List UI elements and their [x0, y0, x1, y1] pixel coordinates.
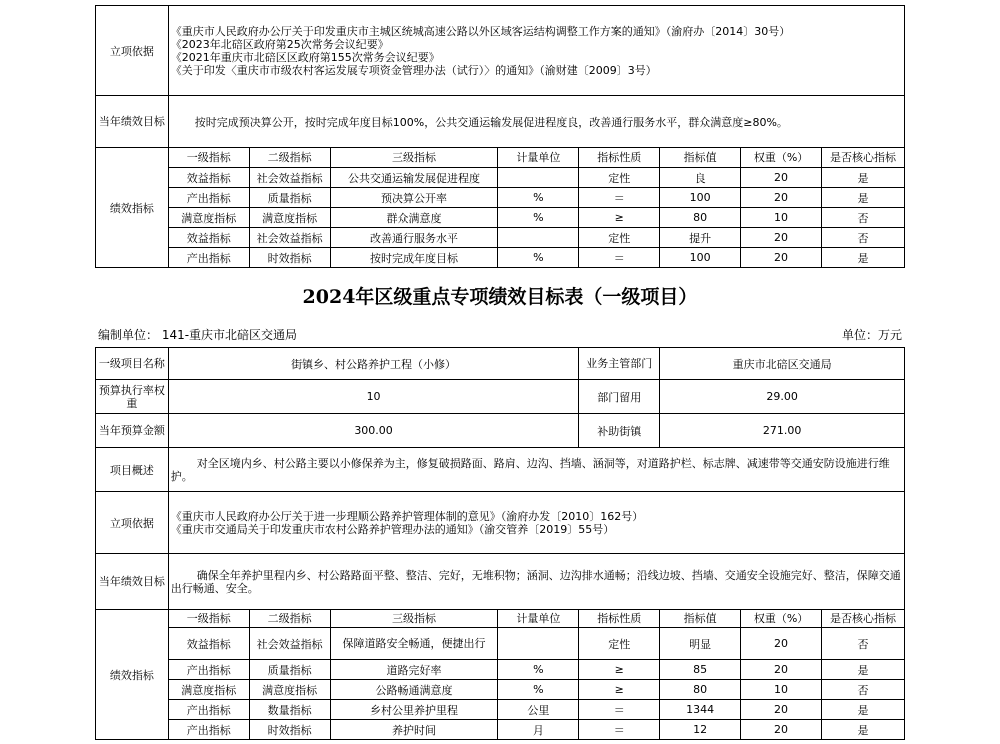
cell: 80 — [660, 208, 741, 228]
budget-weight: 10 — [168, 380, 579, 414]
cell: 20 — [741, 720, 822, 740]
basis-text — [168, 492, 904, 554]
cell: 质量指标 — [249, 188, 330, 208]
header-cell: 权重（%） — [741, 610, 822, 628]
indicators-label: 绩效指标 — [96, 610, 169, 740]
top-table — [95, 5, 905, 268]
cell: 20 — [741, 700, 822, 720]
cell: 否 — [822, 228, 905, 248]
header-cell: 二级指标 — [249, 148, 330, 168]
header-cell: 权重（%） — [741, 148, 822, 168]
cell: 产出指标 — [168, 660, 249, 680]
compile-unit: 编制单位： 141-重庆市北碚区交通局 — [98, 328, 298, 342]
header-cell: 是否核心指标 — [822, 148, 905, 168]
cell: 效益指标 — [168, 628, 249, 660]
cell: 20 — [741, 228, 822, 248]
cell: 满意度指标 — [249, 680, 330, 700]
cell: 公共交通运输发展促进程度 — [330, 168, 498, 188]
top-basis-line: 《关于印发〈重庆市市级农村客运发展专项资金管理办法（试行）〉的通知》（渝财建〔2009〕3号） — [170, 63, 657, 77]
table-row — [96, 680, 905, 700]
cell: 12 — [660, 720, 741, 740]
retained-value: 29.00 — [660, 380, 905, 414]
dept-label: 业务主管部门 — [579, 348, 660, 380]
cell: 否 — [822, 680, 905, 700]
cell: ＝ — [579, 248, 660, 268]
cell: 是 — [822, 168, 905, 188]
page-title: 2024年区级重点专项绩效目标表（一级项目） — [302, 286, 698, 308]
cell: 质量指标 — [249, 660, 330, 680]
retained-label: 部门留用 — [579, 380, 660, 414]
header-cell: 二级指标 — [249, 610, 330, 628]
cell: ≥ — [579, 680, 660, 700]
cell: 月 — [498, 720, 579, 740]
cell: 是 — [822, 660, 905, 680]
top-goal-label: 当年绩效目标 — [96, 96, 169, 148]
cell: 100 — [660, 188, 741, 208]
cell: % — [498, 680, 579, 700]
basis-line: 《重庆市交通局关于印发重庆市农村公路养护管理办法的通知》（渝交管养〔2019〕55号） — [170, 522, 615, 536]
project-name: 街镇乡、村公路养护工程（小修） — [168, 348, 579, 380]
basis-line: 《重庆市人民政府办公厅关于进一步理顺公路养护管理体制的意见》（渝府办发〔2010〕162号） — [170, 509, 644, 523]
header-cell: 是否核心指标 — [822, 610, 905, 628]
header-cell: 一级指标 — [168, 148, 249, 168]
subsidy-label: 补助街镇 — [579, 414, 660, 448]
table-row — [96, 660, 905, 680]
cell: 明显 — [660, 628, 741, 660]
cell: % — [498, 208, 579, 228]
budget-value: 300.00 — [168, 414, 579, 448]
top-basis-line: 《重庆市人民政府办公厅关于印发重庆市主城区统城高速公路以外区域客运结构调整工作方案的通知》（渝府办〔2014〕30号） — [170, 24, 791, 38]
cell: 80 — [660, 680, 741, 700]
cell: 20 — [741, 188, 822, 208]
cell — [498, 228, 579, 248]
cell: 否 — [822, 628, 905, 660]
cell: 20 — [741, 248, 822, 268]
cell: 良 — [660, 168, 741, 188]
cell: 保障道路安全畅通，便捷出行 — [330, 628, 498, 660]
cell: 10 — [741, 208, 822, 228]
cell: 产出指标 — [168, 188, 249, 208]
top-goal-text: 按时完成预决算公开，按时完成年度目标100%，公共交通运输发展促进程度良，改善通行服务水平，群众满意度≥80%。 — [168, 96, 904, 148]
cell: 满意度指标 — [249, 208, 330, 228]
goal-text: 确保全年养护里程内乡、村公路路面平整、整洁、完好，无堆积物；涵洞、边沟排水通畅；沿线边坡、挡墙、交通安全设施完好、整洁，保障交通出行畅通、安全。 — [168, 554, 904, 610]
cell: 时效指标 — [249, 248, 330, 268]
budget-weight-label: 预算执行率权重 — [96, 380, 169, 414]
table-row — [96, 628, 905, 660]
overview-label: 项目概述 — [96, 448, 169, 492]
header-cell: 计量单位 — [498, 148, 579, 168]
table-row — [96, 720, 905, 740]
goal-label: 当年绩效目标 — [96, 554, 169, 610]
table-row — [96, 208, 905, 228]
cell: 社会效益指标 — [249, 228, 330, 248]
cell: 定性 — [579, 628, 660, 660]
cell: % — [498, 188, 579, 208]
cell: 85 — [660, 660, 741, 680]
top-indicators-label: 绩效指标 — [96, 148, 169, 268]
header-cell: 指标值 — [660, 610, 741, 628]
cell: 提升 — [660, 228, 741, 248]
budget-label: 当年预算金额 — [96, 414, 169, 448]
cell: 定性 — [579, 168, 660, 188]
cell: ＝ — [579, 720, 660, 740]
cell: 10 — [741, 680, 822, 700]
cell: % — [498, 248, 579, 268]
cell: 是 — [822, 188, 905, 208]
header-cell: 一级指标 — [168, 610, 249, 628]
cell: 效益指标 — [168, 168, 249, 188]
cell: 时效指标 — [249, 720, 330, 740]
cell: 数量指标 — [249, 700, 330, 720]
cell: ≥ — [579, 208, 660, 228]
cell: 养护时间 — [330, 720, 498, 740]
cell: 否 — [822, 208, 905, 228]
bottom-table — [95, 347, 905, 740]
dept-value: 重庆市北碚区交通局 — [660, 348, 905, 380]
cell: 群众满意度 — [330, 208, 498, 228]
project-name-label: 一级项目名称 — [96, 348, 169, 380]
cell: % — [498, 660, 579, 680]
cell: 公里 — [498, 700, 579, 720]
cell: 预决算公开率 — [330, 188, 498, 208]
cell: ＝ — [579, 700, 660, 720]
table-row — [96, 168, 905, 188]
cell — [498, 628, 579, 660]
cell: 公路畅通满意度 — [330, 680, 498, 700]
header-cell: 三级指标 — [330, 610, 498, 628]
cell: 产出指标 — [168, 700, 249, 720]
header-cell: 指标性质 — [579, 610, 660, 628]
table-row — [96, 188, 905, 208]
header-cell: 指标值 — [660, 148, 741, 168]
currency-unit: 单位：万元 — [841, 328, 902, 342]
cell: 社会效益指标 — [249, 168, 330, 188]
cell: 产出指标 — [168, 720, 249, 740]
cell: 道路完好率 — [330, 660, 498, 680]
table-row — [96, 700, 905, 720]
table-row — [96, 248, 905, 268]
cell: 效益指标 — [168, 228, 249, 248]
cell: 是 — [822, 720, 905, 740]
cell: 1344 — [660, 700, 741, 720]
top-basis-line: 《2023年北碚区政府第25次常务会议纪要》 — [170, 37, 389, 51]
cell: 是 — [822, 248, 905, 268]
cell — [498, 168, 579, 188]
cell: 100 — [660, 248, 741, 268]
top-basis-line: 《2021年重庆市北碚区区政府第155次常务会议纪要》 — [170, 50, 440, 64]
cell: 20 — [741, 660, 822, 680]
top-basis-label: 立项依据 — [96, 6, 169, 96]
cell: 满意度指标 — [168, 208, 249, 228]
header-cell: 计量单位 — [498, 610, 579, 628]
cell: 改善通行服务水平 — [330, 228, 498, 248]
overview-text: 对全区境内乡、村公路主要以小修保养为主，修复破损路面、路肩、边沟、挡墙、涵洞等，对道路护栏、标志牌、减速带等交通安防设施进行维护。 — [168, 448, 904, 492]
cell: 20 — [741, 168, 822, 188]
cell: 按时完成年度目标 — [330, 248, 498, 268]
cell: 满意度指标 — [168, 680, 249, 700]
cell: ≥ — [579, 660, 660, 680]
cell: 产出指标 — [168, 248, 249, 268]
header-cell: 三级指标 — [330, 148, 498, 168]
basis-label: 立项依据 — [96, 492, 169, 554]
cell: 乡村公里养护里程 — [330, 700, 498, 720]
cell: 是 — [822, 700, 905, 720]
header-cell: 指标性质 — [579, 148, 660, 168]
table-row — [96, 228, 905, 248]
cell: ＝ — [579, 188, 660, 208]
cell: 20 — [741, 628, 822, 660]
top-basis-text — [168, 6, 904, 96]
subsidy-value: 271.00 — [660, 414, 905, 448]
cell: 定性 — [579, 228, 660, 248]
cell: 社会效益指标 — [249, 628, 330, 660]
